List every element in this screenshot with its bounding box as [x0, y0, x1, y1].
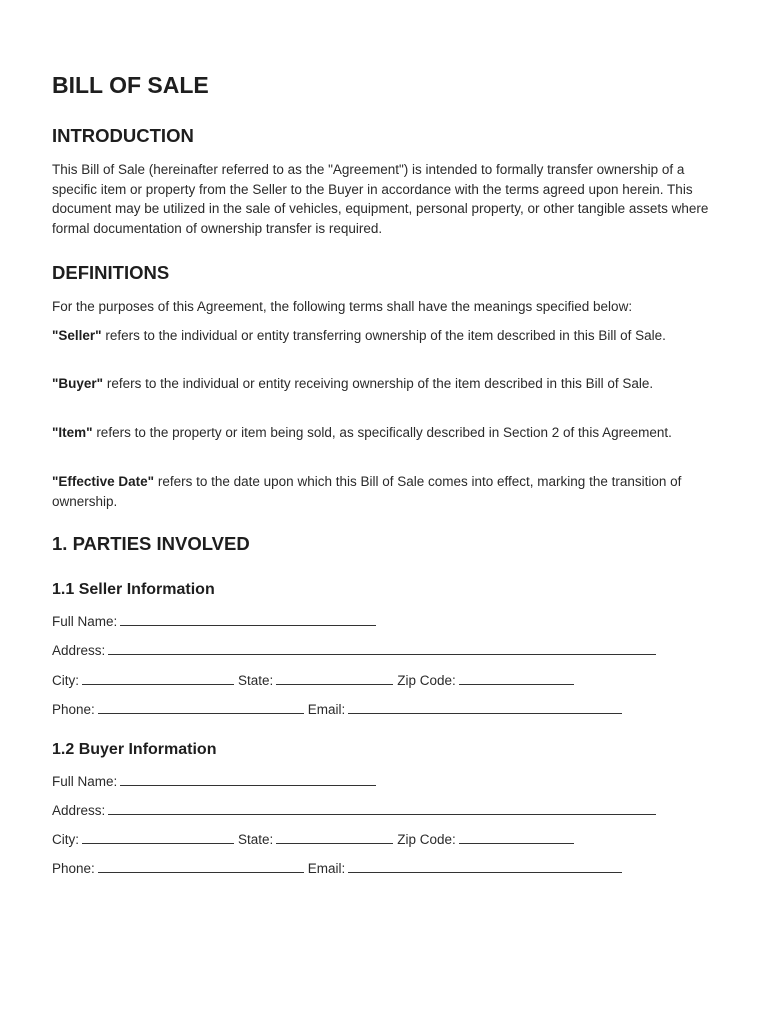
seller-info-heading: 1.1 Seller Information [52, 581, 215, 598]
buyer-full-name-field[interactable] [120, 772, 376, 786]
seller-address-field[interactable] [108, 641, 656, 655]
buyer-city-state-zip-row [52, 830, 722, 849]
definitions-intro: For the purposes of this Agreement, the following terms shall have the meanings specified below: [52, 299, 633, 314]
definition-term: "Item" [52, 425, 93, 440]
definition-item [52, 423, 722, 443]
buyer-state-label: State: [238, 832, 274, 847]
seller-state-field[interactable] [276, 671, 393, 685]
seller-full-name-field[interactable] [120, 612, 376, 626]
seller-phone-label: Phone: [52, 702, 95, 717]
definition-term: "Seller" [52, 328, 102, 343]
seller-state-label: State: [238, 673, 274, 688]
buyer-zip-field[interactable] [459, 830, 574, 844]
document-title: BILL OF SALE [52, 72, 209, 98]
buyer-address-row [52, 801, 722, 820]
seller-full-name-label: Full Name: [52, 614, 118, 629]
seller-city-field[interactable] [82, 671, 234, 685]
buyer-phone-label: Phone: [52, 861, 95, 876]
definition-term: "Buyer" [52, 376, 104, 391]
definition-buyer [52, 374, 722, 394]
definition-text: refers to the date upon which this Bill of Sale comes into effect, marking the transition of ownership. [52, 474, 682, 509]
parties-heading: 1. PARTIES INVOLVED [52, 533, 250, 554]
buyer-city-label: City: [52, 832, 79, 847]
seller-address-row [52, 641, 722, 660]
definitions-heading: DEFINITIONS [52, 262, 170, 283]
seller-city-state-zip-row [52, 671, 722, 690]
definition-text: refers to the individual or entity transferring ownership of the item described in this Bill of Sale. [101, 328, 666, 343]
seller-email-label: Email: [307, 702, 346, 717]
definition-text: refers to the individual or entity receiving ownership of the item described in this Bill of Sale. [103, 376, 654, 391]
seller-city-label: City: [52, 673, 79, 688]
buyer-info-heading: 1.2 Buyer Information [52, 741, 217, 758]
introduction-text: This Bill of Sale (hereinafter referred to as the "Agreement") is intended to formally transfer ownership of a specific item or property from the Seller to the Buyer in accordance with the terms agreed upon herein. This document may be utilized in the sale of vehicles, equipment, personal property, or other tangible assets where formal documentation of ownership transfer is required. [52, 162, 709, 236]
buyer-address-field[interactable] [108, 801, 656, 815]
seller-zip-label: Zip Code: [397, 673, 456, 688]
buyer-full-name-label: Full Name: [52, 774, 118, 789]
buyer-address-label: Address: [52, 803, 106, 818]
introduction-heading: INTRODUCTION [52, 125, 194, 146]
definition-text: refers to the property or item being sold, as specifically described in Section 2 of this Agreement. [92, 425, 672, 440]
buyer-phone-email-row [52, 859, 722, 878]
buyer-city-field[interactable] [82, 830, 234, 844]
seller-address-label: Address: [52, 643, 106, 658]
seller-zip-field[interactable] [459, 671, 574, 685]
buyer-email-field[interactable] [348, 859, 622, 873]
seller-phone-field[interactable] [98, 700, 304, 714]
definition-term: "Effective Date" [52, 474, 155, 489]
seller-full-name-row [52, 612, 722, 631]
seller-phone-email-row [52, 700, 722, 719]
buyer-email-label: Email: [307, 861, 346, 876]
seller-email-field[interactable] [348, 700, 622, 714]
definition-seller [52, 326, 722, 346]
buyer-full-name-row [52, 772, 722, 791]
buyer-zip-label: Zip Code: [397, 832, 456, 847]
definition-effective-date [52, 472, 722, 511]
buyer-state-field[interactable] [276, 830, 393, 844]
buyer-phone-field[interactable] [98, 859, 304, 873]
